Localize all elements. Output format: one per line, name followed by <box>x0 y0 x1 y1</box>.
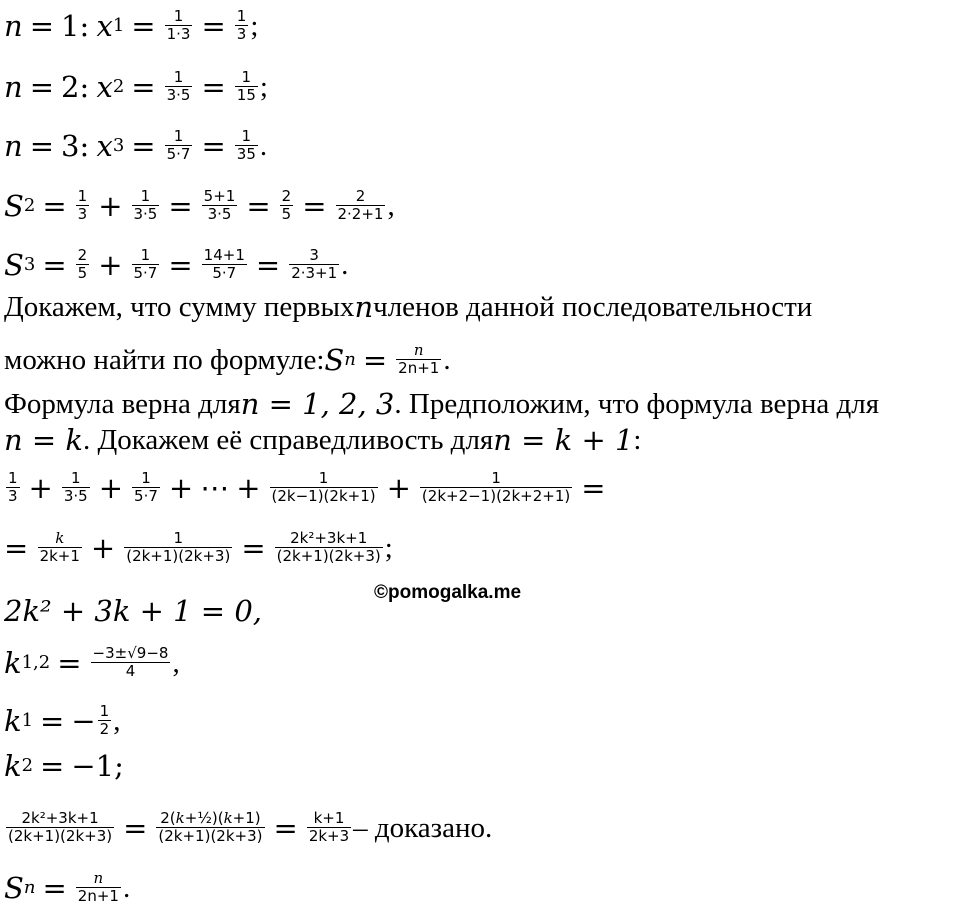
induction-base-text: Формула верна для n = 1, 2, 3 . Предположим, что формула верна для <box>4 387 880 421</box>
line-n3: n = 3: x 3 = $\frac{1}{5\cdot 7}$ = $\frac{1}{35}$ . <box>4 127 268 163</box>
statement-text: Докажем, что сумму первых n членов данной последовательности <box>4 290 813 324</box>
fraction: $\frac{1}{15}$ <box>236 68 256 104</box>
line-s2: S 2 = $\frac{1}{3}$ + $\frac{1}{3\cdot 5}$ = $\frac{5+1}{3\cdot 5}$ = $\frac{2}{5}$ = $\frac{2}{2\cdot 2+1}$ , <box>4 187 395 223</box>
fraction: $\frac{1}{35}$ <box>236 127 256 163</box>
fraction: $\frac{1}{5\cdot 7}$ <box>166 127 191 163</box>
roots-formula: k 1,2 = $\frac{-3\pm√9-8}{4}$ , <box>4 644 180 680</box>
quadratic-equation: 2k² + 3k + 1 = 0, <box>4 594 262 628</box>
watermark: ©pomogalka.me <box>374 582 522 603</box>
fraction: $\frac{1}{3}$ <box>236 7 247 43</box>
line-n2: n = 2: x 2 = $\frac{1}{3\cdot 5}$ = $\frac{1}{15}$ ; <box>4 68 268 104</box>
formula-statement: можно найти по формуле: S n = $\frac{n}{2n+1}$ . <box>4 341 451 377</box>
line-s3: S 3 = $\frac{2}{5}$ + $\frac{1}{5\cdot 7}$ = $\frac{14+1}{5\cdot 7}$ = $\frac{3}{2\cdot 3+1}$ . <box>4 246 349 282</box>
fraction: $\frac{1}{3\cdot 5}$ <box>166 68 191 104</box>
conclusion-formula: S n = $\frac{n}{2n+1}$ . <box>4 869 131 905</box>
root-k2: k 2 = −1; <box>4 749 124 783</box>
root-k1: k 1 = − $\frac{1}{2}$ , <box>4 702 121 738</box>
induction-step-text: n = k . Докажем её справедливость для n = k + 1 : <box>4 423 642 457</box>
sum-expansion: $\frac{1}{3}$ + $\frac{1}{3\cdot 5}$ + $\frac{1}{5\cdot 7}$ + ⋯ + $\frac{1}{(2k-1)(2k+1)}$ + $\frac{1}{(2k+2-1)(2k+2+1)}$ = <box>8 469 606 505</box>
line-n1: n = 1: x 1 = $\frac{1}{1\cdot 3}$ = $\frac{1}{3}$ ; <box>4 7 259 43</box>
fraction: $\frac{1}{1\cdot 3}$ <box>166 7 191 43</box>
sum-simplified: = $\frac{k}{2k+1}$ + $\frac{1}{(2k+1)(2k+3)}$ = $\frac{\text{2k²+3k+1}}{(2k+1)(2k+3)}$ ; <box>4 529 393 565</box>
final-simplification: $\frac{\text{2k²+3k+1}}{(2k+1)(2k+3)}$ = $\frac{\text{2(k+½)(k+1)}}{(2k+1)(2k+3)}$ = $\frac{k+1}{2k+3}$ – доказано. <box>8 809 493 845</box>
